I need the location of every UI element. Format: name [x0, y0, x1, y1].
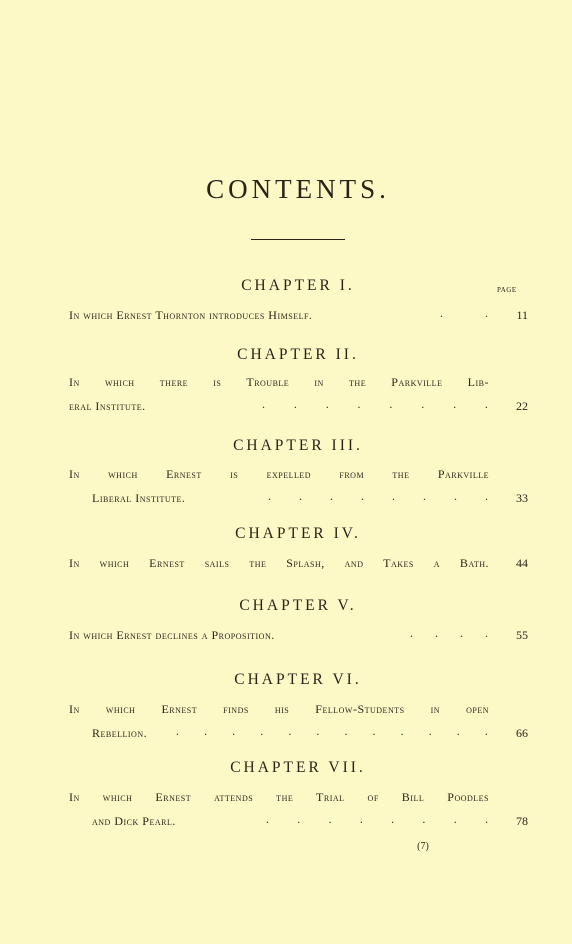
chapter-entry-text: In which Ernest finds his Fellow-Students in open [69, 702, 489, 716]
page-number: 11 [516, 308, 528, 322]
dot-leaders: . . . . . . . . . . . . [176, 724, 488, 738]
chapter-entry-text: In which Ernest attends the Trial of Bill Poodles [69, 790, 489, 804]
dot-leaders: . . [440, 306, 488, 320]
dot-leaders: . . . . . . . . [268, 489, 488, 503]
dot-leaders: . . . . . . . . [266, 812, 488, 826]
chapter-entry-text: In which Ernest declines a Proposition. [69, 628, 275, 642]
page-number: 22 [516, 399, 528, 413]
chapter-heading: CHAPTER V. [239, 597, 357, 614]
page-title: CONTENTS. [206, 174, 390, 204]
chapter-heading: CHAPTER II. [237, 346, 359, 363]
chapter-entry-text: Rebellion. [92, 726, 148, 740]
chapter-heading: CHAPTER VI. [234, 671, 362, 688]
chapter-heading: CHAPTER I. [241, 277, 355, 294]
page-number: 78 [516, 814, 528, 828]
page-number: 33 [516, 491, 528, 505]
page-column-label: PAGE [497, 286, 517, 294]
chapter-entry-text: In which there is Trouble in the Parkville Lib- [69, 375, 489, 389]
dot-leaders: . . . . [410, 626, 488, 640]
title-rule [251, 239, 345, 240]
chapter-heading: CHAPTER III. [233, 437, 363, 454]
dot-leaders: . . . . . . . . [262, 397, 488, 411]
page-number: 55 [516, 628, 528, 642]
chapter-heading: CHAPTER IV. [235, 525, 361, 542]
chapter-entry-text: In which Ernest Thornton introduces Himself. [69, 308, 313, 322]
page-number: 44 [516, 556, 528, 570]
folio-page-number: (7) [417, 841, 429, 852]
chapter-entry-text: Liberal Institute. [92, 491, 186, 505]
chapter-entry-text: In which Ernest sails the Splash, and Takes a Bath. [69, 556, 489, 570]
page-number: 66 [516, 726, 528, 740]
chapter-entry-text: In which Ernest is expelled from the Parkville [69, 467, 489, 481]
chapter-entry-text: and Dick Pearl. [92, 814, 176, 828]
chapter-entry-text: eral Institute. [69, 399, 146, 413]
chapter-heading: CHAPTER VII. [230, 759, 366, 776]
